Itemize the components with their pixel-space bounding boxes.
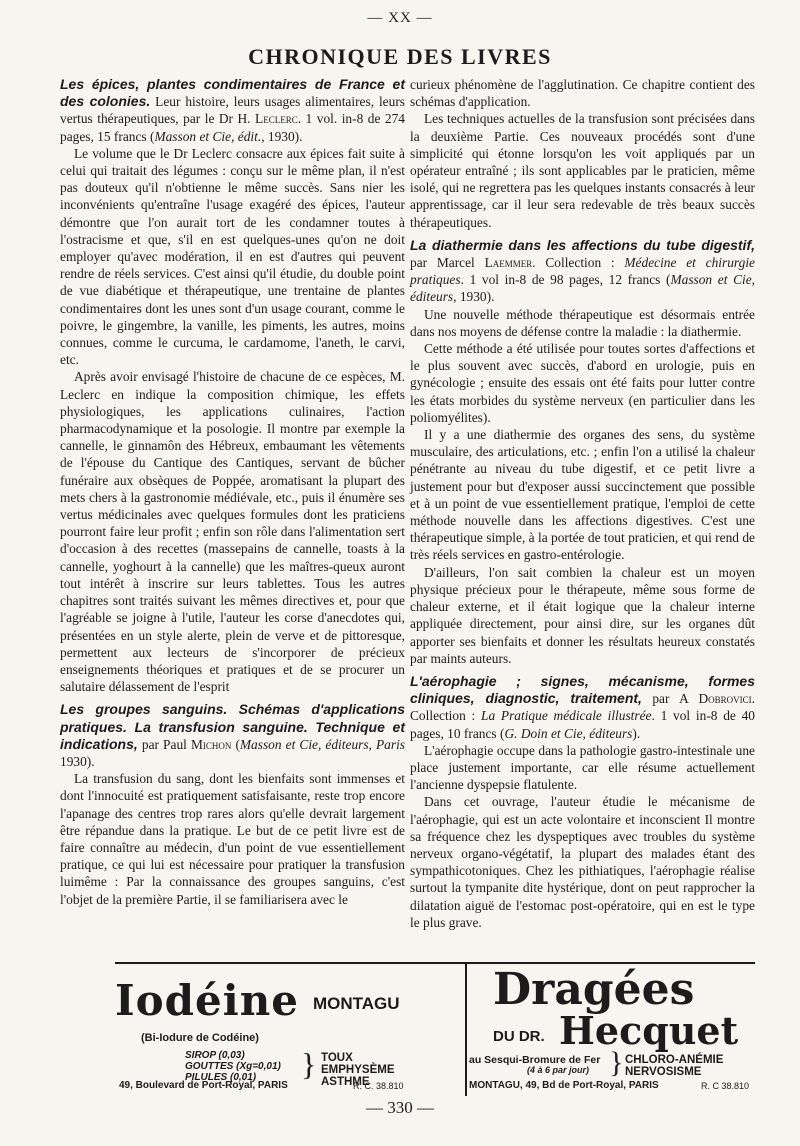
review-paragraph: Les techniques actuelles de la transfusion sont précisées dans la deuxième Partie. Ces nouveaux procédés sont d'une simplicité qui étonne lorsqu'on les voit appliqués par un opérateur entraîné ; ils sont applicables par le praticien, même isolé, qui ne regrettera pas les quelques instants consacrés à leur apprentissage, car il leur sera redevable de très beaux succès thérapeutiques. — [410, 111, 755, 230]
ad-address: 49, Boulevard de Port-Royal, PARIS — [119, 1080, 288, 1091]
book-entry-diathermy — [410, 237, 755, 306]
ad-indications — [625, 1054, 723, 1078]
book-meta: 1930). — [60, 753, 95, 769]
book-publisher: Masson et Cie, éditeurs — [410, 272, 756, 305]
brace-icon: } — [609, 1046, 624, 1079]
book-title: L'aérophagie ; signes, mécanisme, formes cliniques, diagnostic, traitement, — [410, 672, 755, 707]
page-folio: — XX — — [367, 10, 433, 26]
book-entry-blood-groups — [60, 701, 405, 770]
book-collection: La Pratique médicale illustrée — [481, 708, 652, 724]
book-meta: , 1930). — [453, 289, 495, 305]
book-author: Leclerc — [255, 111, 298, 127]
ad-indication: ASTHME — [321, 1076, 370, 1088]
book-title: La diathermie dans les affections du tube digestif, — [410, 236, 755, 253]
book-meta: par Marcel — [410, 255, 485, 271]
ad-doctor-name: Hecquet — [559, 1008, 739, 1053]
ad-product-name: Iodéine — [115, 976, 299, 1025]
ad-subtitle: (Bi-Iodure de Codéine) — [141, 1032, 259, 1044]
left-column — [60, 76, 405, 908]
ad-indication: EMPHYSÈME — [321, 1064, 395, 1076]
review-paragraph: La transfusion du sang, dont les bienfaits sont immenses et dont l'innocuité est pratiquement satisfaisante, reste trop encore l'apanage des centres trop rares alors qu'elle devrait largement être répandue dans la pratique. Le but de ce petit livre est de faire connaître au médecin, d'un point de vue essentiellement pratique, ce qui lui est nécessaire pour pratiquer la transfusion luimême : Par la connaissance des groupes sanguins, c'est l'objet de la première Partie, il se familiarisera avec le — [60, 771, 405, 907]
brace-icon: } — [301, 1046, 317, 1082]
book-collection: Médecine et chirurgie pratiques — [410, 255, 755, 288]
book-meta: ( — [231, 736, 240, 752]
ad-registration: R. C 38.810 — [701, 1081, 750, 1091]
book-author: Michon — [190, 736, 232, 752]
book-meta: . 1 vol in-8 de 98 pages, 12 francs ( — [460, 272, 671, 288]
book-publisher: G. Doin et Cie, éditeurs — [504, 725, 633, 741]
book-entry-spices — [60, 76, 405, 145]
dragees-advertisement — [467, 964, 755, 1096]
review-paragraph: Une nouvelle méthode thérapeutique est désormais entrée dans nos moyens de défense contre la maladie : la diathermie. — [410, 306, 755, 339]
ad-dose: (4 à 6 par jour) — [527, 1065, 590, 1075]
book-meta: , 1930). — [261, 128, 303, 144]
advertisement-band — [115, 962, 755, 1096]
book-meta: Leur histoire, leurs usages alimentaires, leurs vertus thérapeutiques, par le Dr H. — [60, 94, 405, 127]
book-meta: . 1 vol in-8 de 40 pages, 10 francs ( — [410, 708, 756, 741]
book-publisher: Masson et Cie, éditeurs, Paris — [239, 736, 406, 752]
ad-form: SIROP (0,03) — [185, 1050, 245, 1061]
ad-indication: CHLORO-ANÉMIE — [625, 1054, 724, 1066]
ad-indication: NERVOSISME — [625, 1066, 702, 1078]
page-number: — 330 — — [366, 1098, 434, 1117]
book-meta: . 1 vol. in-8 de 274 pages, 15 francs ( — [60, 111, 405, 144]
review-paragraph: Le volume que le Dr Leclerc consacre aux épices fait suite à celui qui traitait des légumes : conçu sur le même plan, il n'est pas douteux qu'il n'obtienne le même succès. Sans nier les inconvénients qu'entraîne l'usage exagéré des épices, l'auteur démontre que l'on aurait tort de les condamner toutes à l'ostracisme et que, s'il en est quelques-unes qu'on ne doit employer qu'avec modération, il en est d'autres qui peuvent rendre de réels services. C'est ainsi qu'il étudie, du double point de vue diabétique et thérapeutique, une trentaine de plantes condimentaires dont les unes sont d'un usage courant, comme le poivre, le gingembre, la vanille, les piments, les autres, moins connues, comme le curcuma, le cardamome, l'aneth, le carvi, etc. — [60, 145, 405, 368]
page-title: CHRONIQUE DES LIVRES — [248, 44, 552, 69]
book-meta: par Paul — [137, 736, 191, 752]
review-paragraph: Dans cet ouvrage, l'auteur étudie le mécanisme de l'aérophagie, qui est un acte volontaire et inconscient Il montre sa fréquence chez les dyspeptiques avec troubles du système nerveux organo-végétatif, la plupart des malades étant des sympathicotoniques. Chez les pithiatiques, l'aérophagie réalise surtout la tympanite dite hystérique, dont on peut rapprocher la dilatation aiguë de l'estomac post-opératoire, qui en est le type le plus grave. — [410, 794, 755, 930]
book-title: Les groupes sanguins. Schémas d'applications pratiques. La transfusion sanguine. Technique et indications, — [60, 701, 405, 752]
review-paragraph: L'aérophagie occupe dans la pathologie gastro-intestinale une place justement importante, car elle résume actuellement l'ancienne dyspepsie flatulente. — [410, 742, 755, 793]
ad-dosage-forms — [185, 1050, 281, 1083]
ad-by-line: DU DR. — [493, 1028, 545, 1045]
review-paragraph: Il y a une diathermie des organes des sens, du système musculaire, des articulations, etc. ; enfin l'on a utilisé la chaleur pénétrante au niveau du tube digestif, et ce petit livre a justement pour but d'exposer aussi succinctement que possible et à un point de vue essentiellement pratique, l'emploi de cette méthode nouvelle dans les affections digestives. C'est une thérapeutique simple, à la portée de tout praticien, et qui rend de très réels services en gastro-entérologie. — [410, 427, 755, 563]
ad-form: PILULES (0,01) — [185, 1072, 257, 1083]
book-entry-aerophagia — [410, 673, 755, 742]
book-title: Les épices, plantes condimentaires de France et des colonies. — [60, 76, 405, 110]
review-paragraph: D'ailleurs, l'on sait combien la chaleur est un moyen physique précieux pour le thérapeute, même sous forme de chaleur externe, et il était logique que la chaleur interne appliquée directement, pour ainsi dire, sur les organes dût apporter ses bienfaits et donner les résultats heureux constatés par maints auteurs. — [410, 564, 755, 666]
iodeine-advertisement — [115, 964, 465, 1096]
book-meta: par A — [641, 691, 699, 707]
book-author: Dobrovici — [698, 691, 752, 707]
ad-address: MONTAGU, 49, Bd de Port-Royal, PARIS — [469, 1080, 659, 1091]
book-author: Laemmer — [484, 255, 533, 271]
review-paragraph: curieux phénomène de l'agglutination. Ce chapitre contient des schémas d'application. — [410, 77, 755, 110]
ad-form: GOUTTES (Xg=0,01) — [185, 1061, 281, 1072]
ad-product-name: Dragées — [493, 964, 695, 1015]
book-publisher: Masson et Cie, édit. — [154, 128, 262, 144]
book-meta: ). — [632, 725, 641, 741]
review-paragraph: Après avoir envisagé l'histoire de chacune de ce espèces, M. Leclerc en indique la composition chimique, les effets physiologiques, les applications culinaires, l'action pharmacodynamique et la posologie. Il montre par exemple la cannelle, le ginnamôn des Hébreux, embaumant les vêtements de l'épouse du Cantique des Cantiques, servant de bûcher funéraire aux obsèques de Poppée, aromatisant la plupart des mets chers à la gastronomie médiévale, etc., puis il énumère ses vertus médicinales avec quelques formules dont les praticiens pourront faire leur profit ; enfin son rôle dans l'alimentation sert d'occasion à des recettes (massepains de cannelle, toasts à la cannelle, yoghourt à la cannelle) que les maîtres-queux auront tout intérêt à inscrire sur leurs tablettes. Tous les autres chapitres sont traités suivant les mêmes directives et, pour que l'agréable se joigne à l'utile, l'auteur les corse d'anecdotes qui, présentées en un style alerte, plein de verve et de pittoresque, permettent aux lecteurs de s'incorporer de précieux enseignements théoriques et pratiques et de se procurer un salutaire délassement de l'esprit — [60, 369, 405, 695]
ad-compound: au Sesqui-Bromure de Fer — [469, 1054, 601, 1066]
ad-brand: MONTAGU — [313, 994, 400, 1013]
ad-registration: R. C. 38.810 — [353, 1081, 404, 1091]
review-paragraph: Cette méthode a été utilisée pour toutes sortes d'affections et le plus souvent avec succès, d'abord en urologie, puis en gynécologie ; ensuite des essais ont été faits pour lutter contre les états morbides du système nerveux (en particulier dans les poliomyélites). — [410, 341, 755, 425]
book-meta: . Collection : — [532, 255, 625, 271]
book-meta: . Collection : — [410, 691, 755, 724]
ad-indication: TOUX — [321, 1052, 353, 1064]
right-column — [410, 76, 755, 931]
